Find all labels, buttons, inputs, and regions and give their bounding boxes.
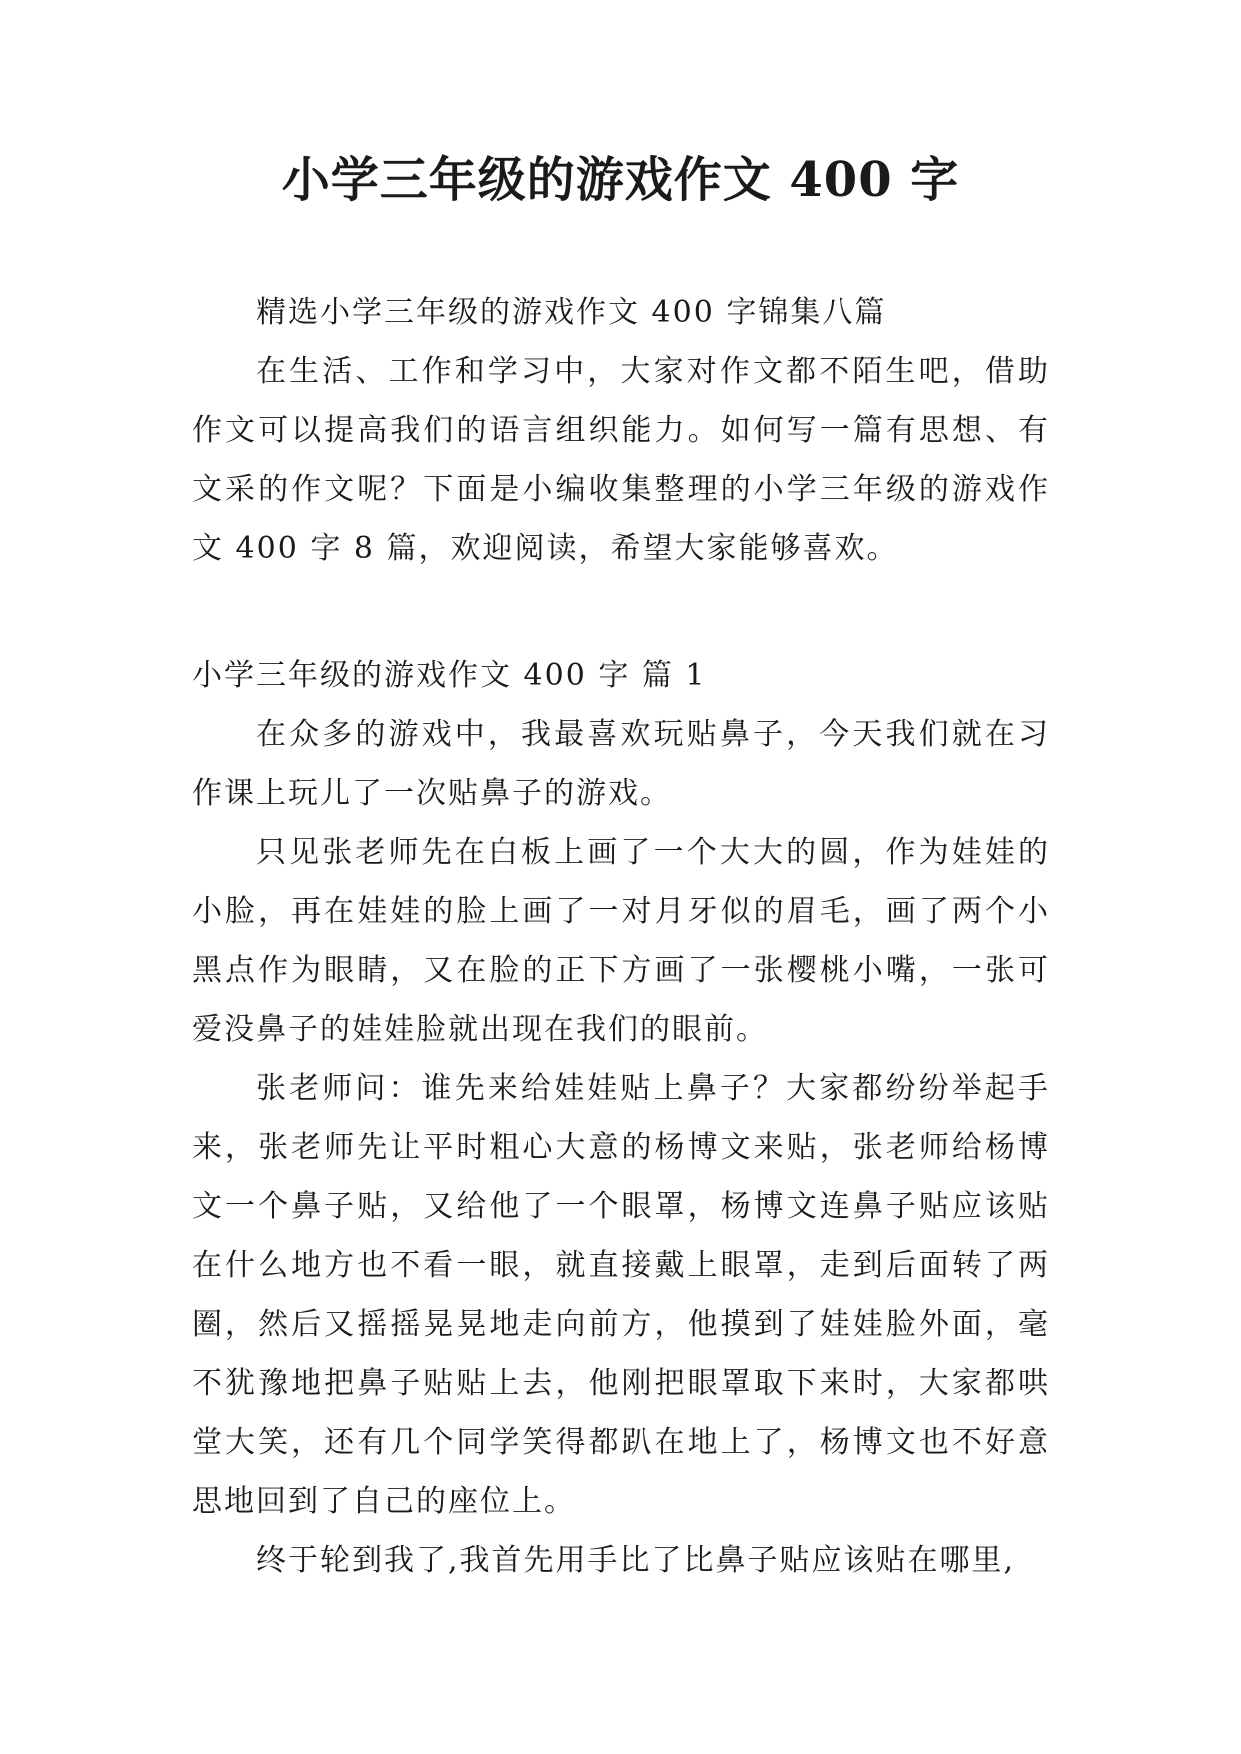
body-paragraph: 只见张老师先在白板上画了一个大大的圆，作为娃娃的小脸，再在娃娃的脸上画了一对月牙似的眉毛，画了两个小黑点作为眼睛，又在脸的正下方画了一张樱桃小嘴，一张可爱没鼻子的娃娃脸就出现在我们的眼前。 (192, 835, 1050, 1047)
body-paragraph: 张老师问：谁先来给娃娃贴上鼻子？大家都纷纷举起手来，张老师先让平时粗心大意的杨博文来贴，张老师给杨博文一个鼻子贴，又给他了一个眼罩，杨博文连鼻子贴应该贴在什么地方也不看一眼，就直接戴上眼罩，走到后面转了两圈，然后又摇摇晃晃地走向前方，他摸到了娃娃脸外面，毫不犹豫地把鼻子贴贴上去，他刚把眼罩取下来时，大家都哄堂大笑，还有几个同学笑得都趴在地上了，杨博文也不好意思地回到了自己的座位上。 (192, 1071, 1050, 1519)
page-title: 小学三年级的游戏作文 400 字 (281, 152, 960, 208)
document-subtitle: 精选小学三年级的游戏作文 400 字锦集八篇 (256, 295, 887, 330)
section-heading: 小学三年级的游戏作文 400 字 篇 1 (192, 658, 707, 693)
body-paragraph: 在众多的游戏中，我最喜欢玩贴鼻子，今天我们就在习作课上玩儿了一次贴鼻子的游戏。 (192, 717, 1050, 811)
document-body (192, 283, 1050, 1590)
body-paragraph: 终于轮到我了,我首先用手比了比鼻子贴应该贴在哪里, (256, 1543, 1016, 1578)
intro-paragraph: 在生活、工作和学习中，大家对作文都不陌生吧，借助作文可以提高我们的语言组织能力。如何写一篇有思想、有文采的作文呢？下面是小编收集整理的小学三年级的游戏作文 400 字 8 篇，欢迎阅读，希望大家能够喜欢。 (192, 354, 1050, 566)
